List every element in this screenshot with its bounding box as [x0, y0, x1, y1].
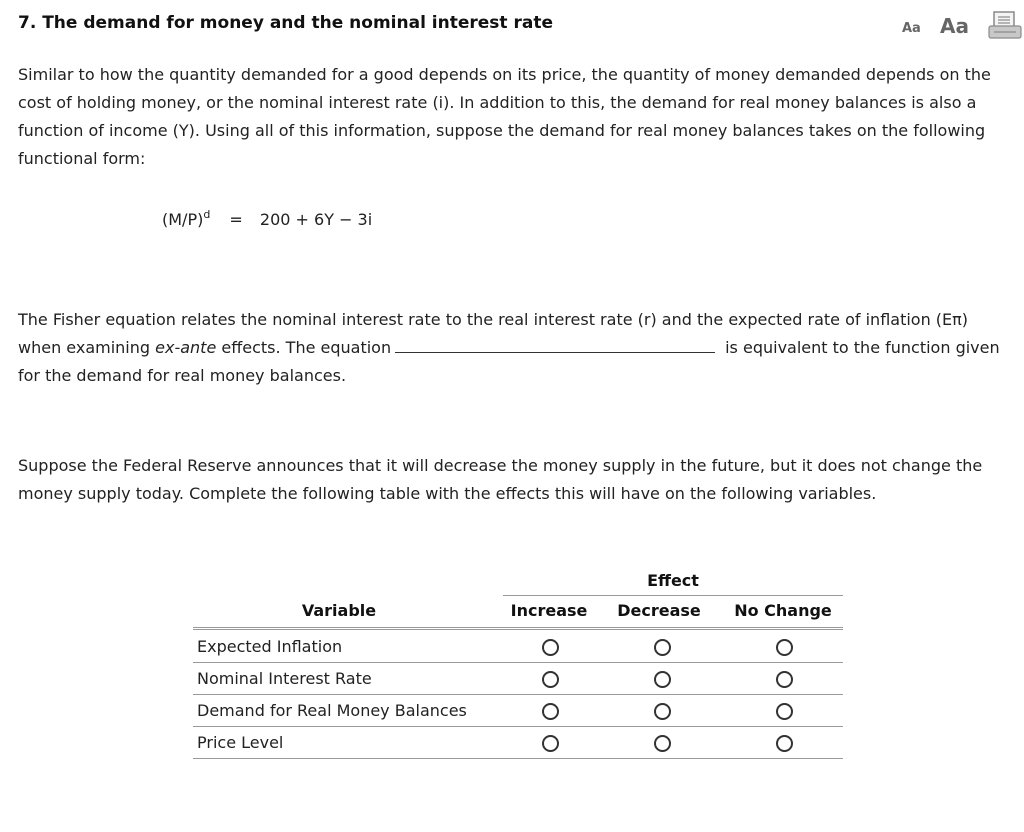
decrease-radio[interactable] — [654, 639, 671, 656]
decrease-text-size-button[interactable]: Aa — [902, 21, 921, 36]
no-change-column-header: No Change — [734, 601, 832, 620]
table-header-row — [193, 599, 843, 630]
decrease-radio[interactable] — [654, 703, 671, 720]
equation-superscript: d — [203, 208, 211, 221]
scenario-paragraph: Suppose the Federal Reserve announces that it will decrease the money supply in the future, but it does not change the money supply today. Complete the following table with the effects this will have on the following variables. — [18, 456, 983, 503]
intro-paragraph: Similar to how the quantity demanded for a good depends on its price, the quantity of money demanded depends on the cost of holding money, or the nominal interest rate (i). In addition to this, the demand for real money balances is also a function of income (Y). Using all of this information, suppose the demand for real money balances takes on the following functional form: — [18, 65, 991, 168]
variable-label: Demand for Real Money Balances — [197, 701, 467, 720]
table-row — [193, 695, 843, 727]
decrease-column-header: Decrease — [617, 601, 701, 620]
equation-answer-blank[interactable] — [395, 334, 715, 353]
equation-lhs: $(M/P)^d$ — [162, 208, 211, 229]
money-demand-equation — [162, 210, 372, 229]
increase-radio[interactable] — [542, 671, 559, 688]
ex-ante-term: ex-ante — [155, 338, 217, 357]
increase-radio[interactable] — [542, 639, 559, 656]
decrease-radio[interactable] — [654, 671, 671, 688]
equation-equals: = — [229, 210, 243, 229]
no-change-radio[interactable] — [776, 703, 793, 720]
variable-label: Expected Inflation — [197, 637, 343, 656]
table-body — [193, 631, 843, 759]
no-change-radio[interactable] — [776, 735, 793, 752]
equation-rhs: 200 + 6Y − 3i — [259, 210, 373, 229]
increase-radio[interactable] — [542, 703, 559, 720]
variable-label: Price Level — [197, 733, 284, 752]
increase-radio[interactable] — [542, 735, 559, 752]
table-row — [193, 663, 843, 695]
variable-column-header: Variable — [301, 601, 377, 620]
effect-group-header: Effect — [503, 569, 843, 596]
table-row — [193, 727, 843, 759]
text-size-controls — [900, 8, 1024, 40]
print-icon[interactable] — [988, 10, 1022, 40]
table-row — [193, 631, 843, 663]
fisher-paragraph: The Fisher equation relates the nominal interest rate to the real interest rate (r) and the expected rate of inflation (Eπ) when examining ex-ante effects. The equation is equivalent to the function given for the demand for real money balances. — [18, 310, 1000, 385]
no-change-radio[interactable] — [776, 639, 793, 656]
decrease-radio[interactable] — [654, 735, 671, 752]
question-title: 7. The demand for money and the nominal interest rate — [18, 13, 553, 33]
increase-column-header: Increase — [510, 601, 588, 620]
increase-text-size-button[interactable]: Aa — [940, 14, 969, 38]
no-change-radio[interactable] — [776, 671, 793, 688]
variable-label: Nominal Interest Rate — [197, 669, 372, 688]
